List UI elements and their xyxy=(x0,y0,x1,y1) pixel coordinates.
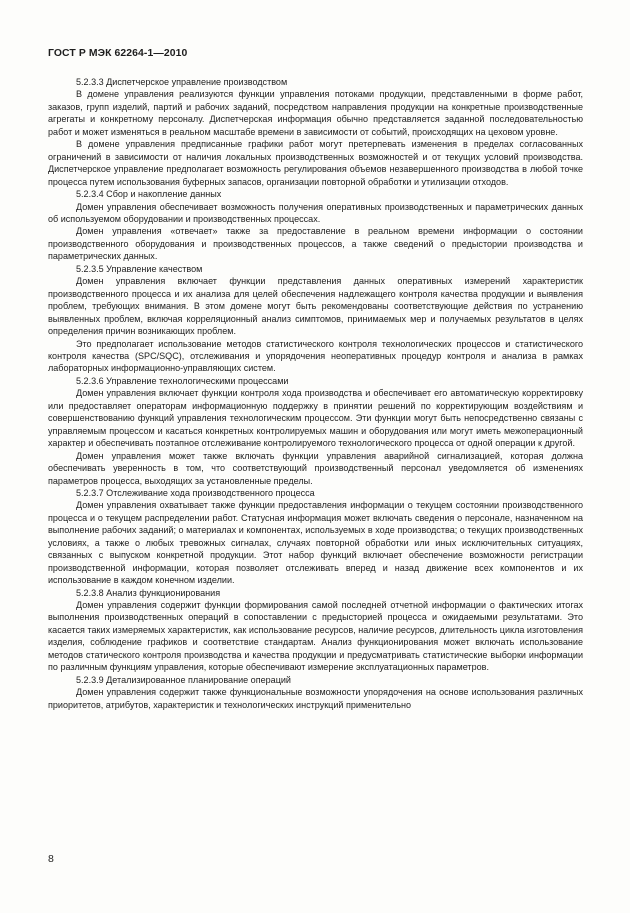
section-5-2-3-4 xyxy=(48,188,583,263)
section-heading: 5.2.3.7 Отслеживание хода производственного процесса xyxy=(76,487,315,498)
paragraph: Это предполагает использование методов статистического контроля технологических процессов и статистического контроля качества (SPC/SQC), отслеживания и упорядочения неоперативных процедур контроля и анализа в рамках лабораторных информационно-управляющих систем. xyxy=(48,338,583,374)
paragraph: Домен управления включает функции контроля хода производства и обеспечивает его автоматическую корректировку или предоставляет операторам информационную поддержку в принятии решений по корректирующим воздействиям и совершенствованию функций управления технологическим процессом. Эти функции могут быть непосредственно связаны с управляемым процессом и касаться конкретных контролируемых машин и оборудования или могут иметь межоперационный характер и обеспечивать поэтапное отслеживание контролируемого технологического процесса от одной операции к другой. xyxy=(48,388,583,449)
paragraph: Домен управления «отвечает» также за предоставление в реальном времени информации о состоянии производственного оборудования и производственных процессов, а также сведений о предыстории производства и параметрических данных. xyxy=(48,226,583,262)
section-5-2-3-5 xyxy=(48,263,583,375)
section-5-2-3-9 xyxy=(48,674,583,711)
paragraph: Домен управления может также включать функции управления аварийной сигнализацией, которая должна обеспечивать уверенность в том, что соответствующий производственный персонал уведомляется об изменениях параметров процесса, выходящих за установленные пределы. xyxy=(48,450,583,486)
document-body xyxy=(48,76,583,711)
section-5-2-3-7 xyxy=(48,487,583,587)
page-number: 8 xyxy=(48,853,54,865)
section-5-2-3-3 xyxy=(48,76,583,188)
paragraph: В домене управления предписанные графики работ могут претерпевать изменения в пределах согласованных ограничений в зависимости от наличия локальных производственных возможностей и от текущих условий производства. Диспетчерское управление предполагает возможность регулирования объемов незавершенного производства в любой точке процесса путем использования буферных запасов, организации повторной обработки и утилизации отходов. xyxy=(48,139,583,187)
paragraph: В домене управления реализуются функции управления потоками продукции, представленными в форме работ, заказов, групп изделий, партий и рабочих заданий, посредством направления продукции на конкретные производственные агрегаты и конкретному персоналу. Диспетчерская информация обычно представляется заданной последовательностью работ и может изменяться в реальном масштабе времени в зависимости от событий, происходящих на цеховом уровне. xyxy=(48,89,583,137)
section-5-2-3-8 xyxy=(48,587,583,674)
paragraph: Домен управления охватывает также функции предоставления информации о текущем состоянии производственного процесса и о текущем распределении работ. Статусная информация может включать сведения о персонале, назначенном на выполнение рабочих заданий; о материалах и компонентах, используемых в ходе производства; о текущих производственных условиях, а также о любых тревожных сигналах, случаях повторной обработки или иных исключительных ситуациях, связанных с выпуском конкретной продукции. Этот набор функций включает обеспечение возможности регистрации производственной информации, которая позволяет отслеживать вперед и назад движение всех компонентов и их использование в каждом конечном изделии. xyxy=(48,500,583,586)
section-heading: 5.2.3.8 Анализ функционирования xyxy=(76,587,221,598)
section-heading: 5.2.3.6 Управление технологическими процессами xyxy=(76,375,289,386)
section-heading: 5.2.3.9 Детализированное планирование операций xyxy=(76,674,291,685)
paragraph: Домен управления включает функции представления данных оперативных измерений характеристик производственного процесса и их анализа для целей обеспечения надлежащего контроля качества продукции и выявления проблем, требующих внимания. В этом домене могут быть рекомендованы соответствующие действия по устранению выявленных проблем, включая корреляционный анализ симптомов, принимаемых мер и получаемых результатов в целях определения причин возникающих проблем. xyxy=(48,276,583,337)
document-header: ГОСТ Р МЭК 62264-1—2010 xyxy=(48,48,188,59)
section-heading: 5.2.3.3 Диспетчерское управление производством xyxy=(76,77,288,87)
paragraph: Домен управления обеспечивает возможность получения оперативных производственных и параметрических данных об используемом оборудовании и производственных процессах. xyxy=(48,201,583,224)
paragraph: Домен управления содержит функции формирования самой последней отчетной информации о фактических итогах выполнения производственных операций в сопоставлении с предысторией процесса и ожидаемыми результатами. Это касается таких измеряемых характеристик, как использование ресурсов, наличие ресурсов, длительность цикла изготовления изделия, соблюдение графиков и соответствие стандартам. Анализ функционирования может включать использование методов статического контроля производства и качества продукции и предусматривать статистические выборки информации по различным функциям управления, которые обеспечивают измерение эксплуатационных параметров. xyxy=(48,600,583,673)
section-heading: 5.2.3.5 Управление качеством xyxy=(76,263,203,274)
section-heading: 5.2.3.4 Сбор и накопление данных xyxy=(76,189,222,200)
paragraph: Домен управления содержит также функциональные возможности упорядочения на основе использования различных приоритетов, атрибутов, характеристик и технологических инструкций применительно xyxy=(48,687,583,710)
section-5-2-3-6 xyxy=(48,375,583,487)
